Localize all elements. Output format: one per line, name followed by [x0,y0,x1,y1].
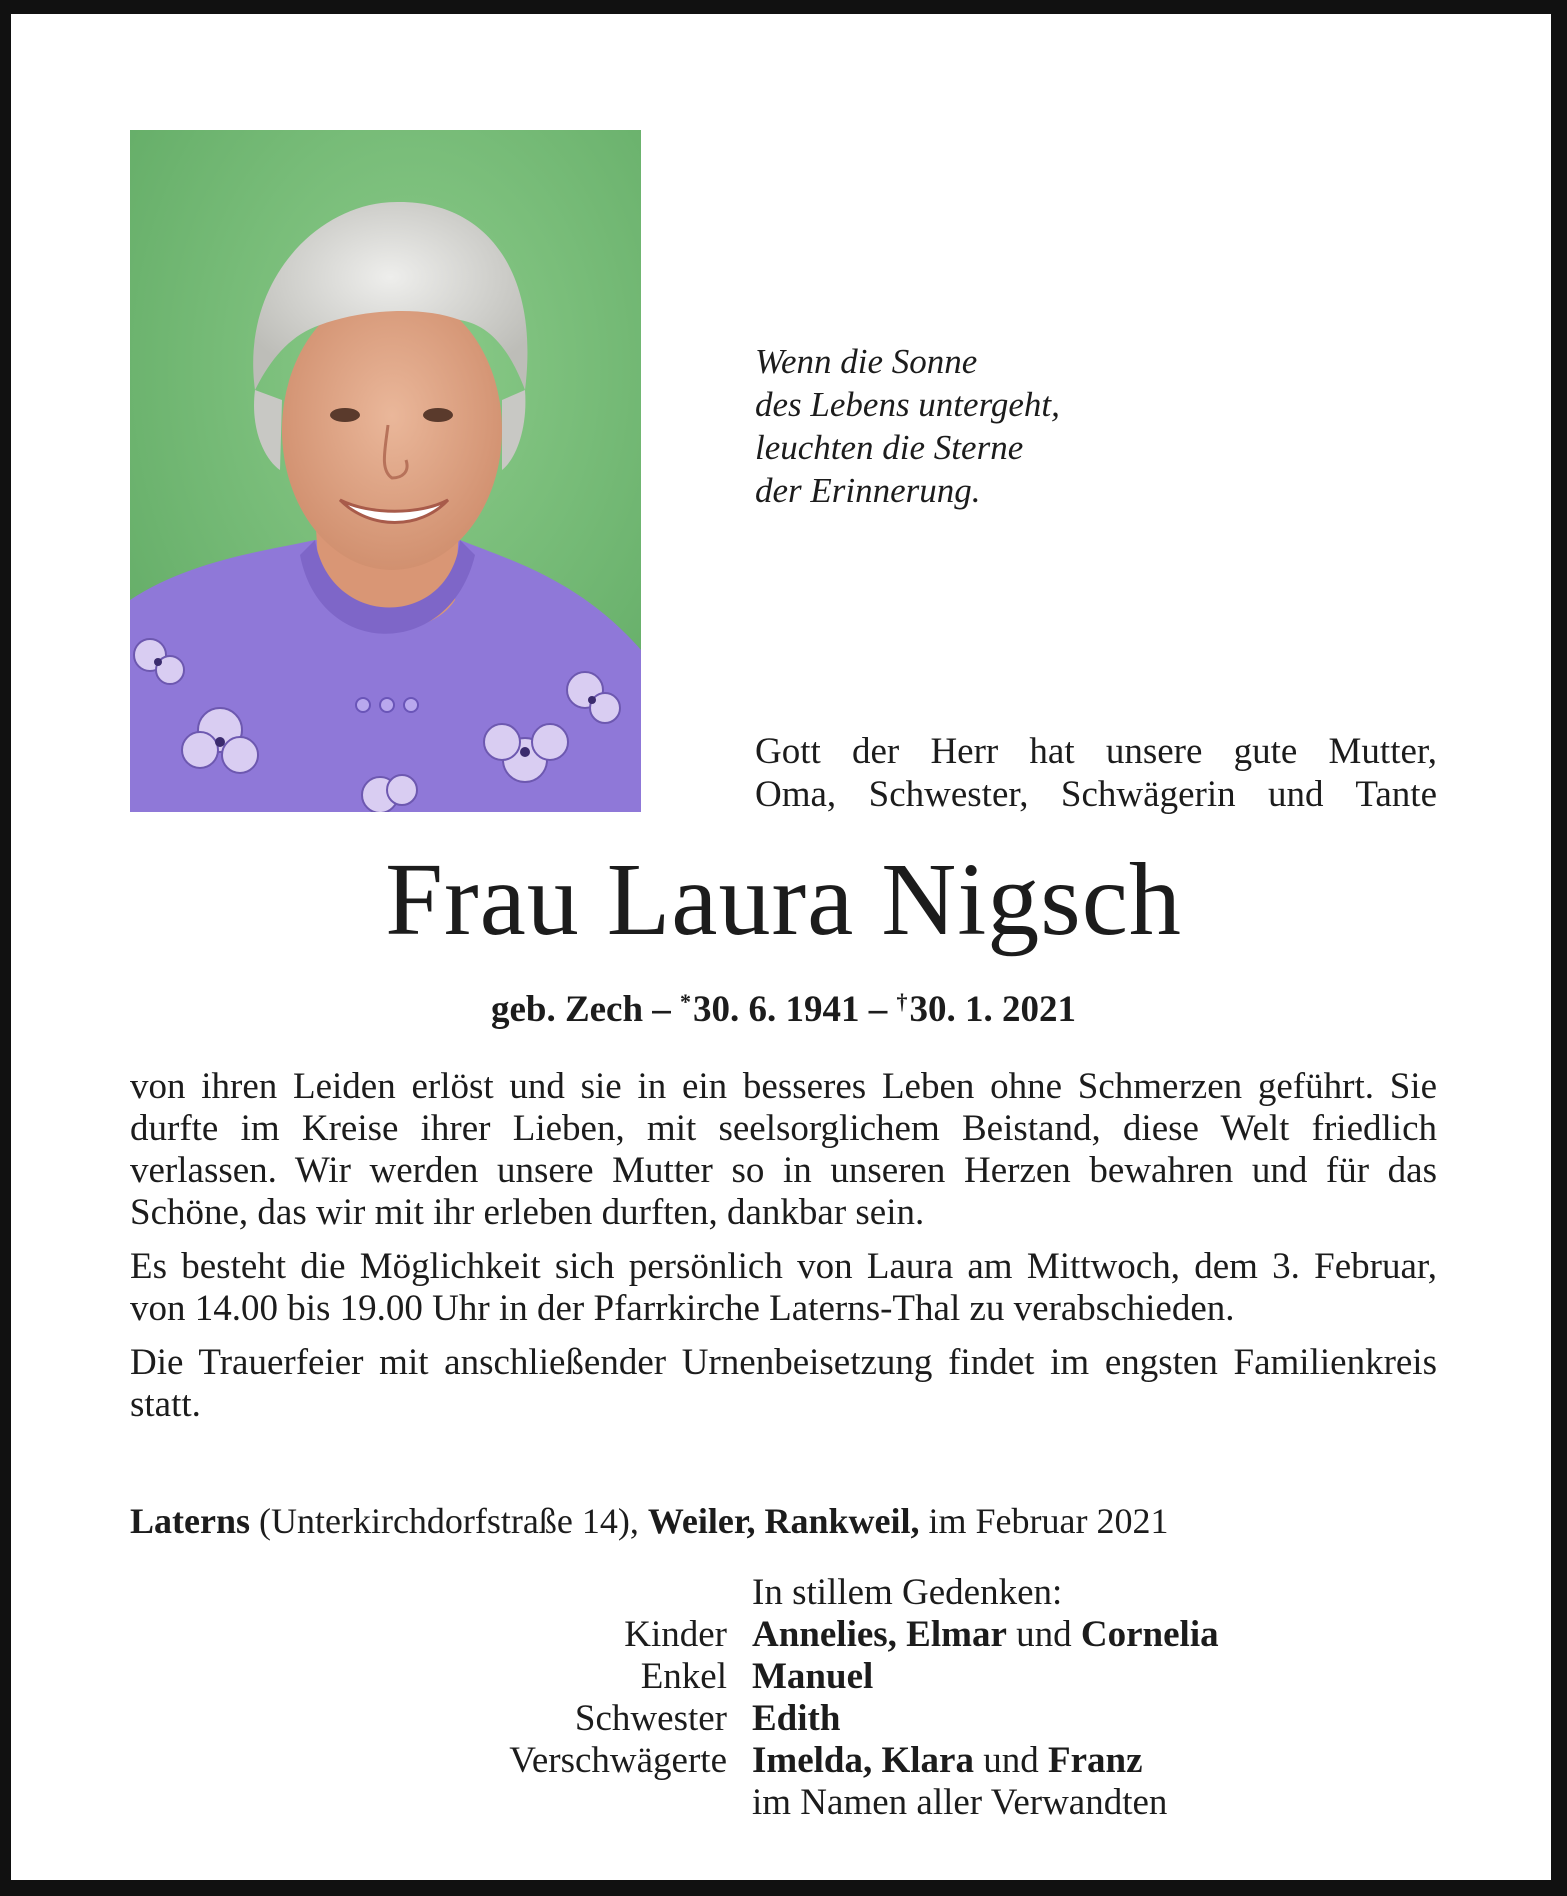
death-mark: † [896,989,908,1014]
mourner-names [752,1614,1219,1656]
mourner-names [752,1656,873,1698]
place-address: (Unterkirchdorfstraße 14), [259,1501,639,1541]
life-dates [0,980,1567,1032]
mourner-name: Edith [752,1698,841,1739]
place-town: Laterns [130,1501,250,1541]
separator: – [652,989,671,1030]
motto-line: Wenn die Sonne [755,342,978,381]
mourners-heading: In stillem Gedenken: [752,1572,1063,1613]
mourner-row [0,1698,1567,1740]
place-others: Weiler, Rankweil, [647,1501,920,1541]
mourner-name: Manuel [752,1656,874,1697]
paragraph: Es besteht die Möglichkeit sich persönlich von Laura am Mittwoch, dem 3. Februar, von 14.00 bis 19.00 Uhr in der Pfarrkirche Laterns-Thal zu verabschieden. [130,1246,1437,1329]
name-joiner: und [983,1740,1039,1781]
mourners-heading-row [0,1572,1567,1614]
mourner-names [752,1740,1143,1782]
relation-label: Schwester [574,1698,727,1739]
motto-line: leuchten die Sterne [755,428,1024,467]
separator: – [868,989,888,1030]
motto-line: der Erinnerung. [755,471,981,510]
motto-line: des Lebens untergeht, [755,385,1060,424]
birth-date: 30. 6. 1941 [693,989,860,1030]
name-joiner: und [1016,1614,1072,1655]
paragraph: von ihren Leiden erlöst und sie in ein besseres Leben ohne Schmerzen geführt. Sie durfte im Kreise ihrer Lieben, mit seelsorglichem Beistand, diese Welt friedlich verlassen. Wir werden unsere Mutter so in unseren Herzen bewahren und für das Schöne, das wir mit ihr erleben durften, dankbar sein. [130,1066,1437,1233]
intro-line: Gott der Herr hat unsere gute Mutter, [755,731,1437,772]
relation-label: Kinder [624,1614,727,1655]
intro-text [755,730,1437,816]
place-date-line [130,1500,1450,1542]
mourner-row [0,1614,1567,1656]
mourners-footer: im Namen aller Verwandten [752,1782,1168,1823]
mourner-name: Cornelia [1080,1614,1219,1655]
deceased-name: Frau Laura Nigsch [385,842,1182,957]
maiden-name: geb. Zech [490,989,644,1030]
place-date: im Februar 2021 [928,1501,1169,1541]
relation-label: Enkel [640,1656,727,1697]
relation-label: Verschwägerte [509,1740,727,1781]
intro-line: Oma, Schwester, Schwägerin und Tante [755,774,1437,815]
mourner-row [0,1740,1567,1782]
mourner-names [752,1698,840,1740]
mourner-row [0,1656,1567,1698]
paragraph: Die Trauerfeier mit anschließender Urnenbeisetzung findet im engsten Familienkreis statt. [130,1342,1437,1425]
mourner-name: Franz [1047,1740,1143,1781]
birth-mark: * [680,989,692,1014]
mourner-name: Annelies, Elmar [752,1614,1007,1655]
death-date: 30. 1. 2021 [909,989,1077,1030]
portrait-photo [130,130,641,812]
mourners-list [0,1572,1567,1824]
body-text [130,1066,1437,1438]
mourners-footer-row [0,1782,1567,1824]
motto [755,340,1060,512]
mourner-name: Imelda, Klara [752,1740,974,1781]
